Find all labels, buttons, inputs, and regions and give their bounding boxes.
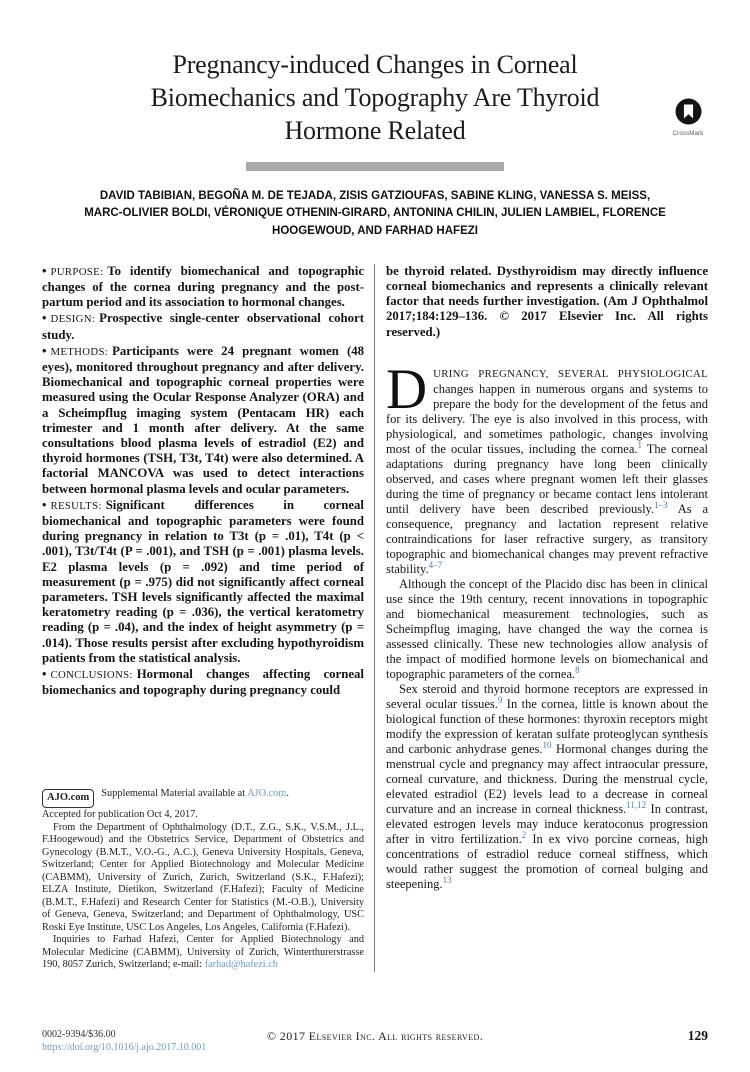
citation-superscript[interactable]: 10 xyxy=(542,739,552,750)
bullet-icon: • xyxy=(42,667,47,682)
ajo-com-badge[interactable]: AJO.com xyxy=(42,789,94,809)
inline-link[interactable]: AJO.com xyxy=(247,787,287,799)
body-paragraph-1 xyxy=(386,357,708,577)
abstract-text-methods: Participants were 24 pregnant women (48 eyes), monitored throughout pregnancy and after delivery. Biomechanical and topographic corneal properties were measured using the Ocular Response Analyzer (ORA) and a Scheimpflug imaging system (Pentacam HR) each trimester and 1 month after delivery. At the same consultations blood plasma levels of estradiol (E2) and thyroid hormones (TSH, T3t, T4t) were also determined. A factorial MANCOVA was used to detect interactions between hormonal plasma levels and ocular parameters. xyxy=(42,343,364,496)
inquiries: Inquiries to Farhad Hafezi, Center for Applied Biotechnology and Molecular Medicine (CABMM), University of Zurich, Winterthurerstrasse 190, 8057 Zurich, Switzerland; e-mail: farhad@hafezi.ch xyxy=(42,934,364,971)
abstract-label-design: DESIGN: xyxy=(50,313,96,326)
abstract-text-design: Prospective single-center observational cohort study. xyxy=(42,311,364,342)
citation-superscript[interactable]: 13 xyxy=(442,874,452,885)
abstract-label-conclusions: CONCLUSIONS: xyxy=(50,669,133,682)
crossmark-icon xyxy=(675,98,702,125)
supplemental-material-row xyxy=(42,788,364,809)
body-paragraph-3: Sex steroid and thyroid hormone receptors are expressed in several ocular tissues.$^9$ In the cornea, little is known about the biological function of these hormones: thyroxin receptors might modify the expression of keratan sulfate proteoglycan synthesis and carbonic anhydrase genes.$^{10}$ Hormonal changes during the menstrual cycle and pregnancy may affect intraocular pressure, corneal curvature, and thickness. During the menstrual cycle, elevated estradiol (E2) levels lead to a decrease in corneal curvature and an increase in corneal thickness.$^{11,12}$ In contrast, elevated estrogen levels may induce keratoconus progression after in vitro fertilization.$^2$ In ex vivo porcine corneas, high concentrations of estradiol reduce corneal stiffness, which would rather suggest the promotion of corneal bulging and steepening.$^{13}$ xyxy=(386,681,708,891)
right-column xyxy=(375,264,708,972)
abstract-section-results xyxy=(42,498,364,666)
abstract-section-conclusions xyxy=(42,667,364,698)
copyright-notice: © 2017 Elsevier Inc. All rights reserved. xyxy=(266,1029,484,1043)
citation-superscript[interactable]: 1–3 xyxy=(654,499,668,510)
abstract-text-results: Significant differences in corneal biomechanical and topographic parameters were found during pregnancy in relation to T3t (p = .01), T4t (p < .001), T3t/T4t (P = .001), and TSH (p = .001) plasma levels. E2 plasma levels (p = .092) and time period of measurement (p = .975) did not significantly affect corneal parameters. TSH levels significantly affected the maximal keratometry reading (p = .036), the vertical keratometry reading (p = .04), and the index of height asymmetry (p = .014). Those results persist after excluding hypothyroidism patients from the statistical analysis. xyxy=(42,497,364,665)
abstract-section-methods xyxy=(42,344,364,497)
citation-superscript[interactable]: 4–7 xyxy=(428,559,443,570)
accepted-date: Accepted for publication Oct 4, 2017. xyxy=(42,809,198,821)
bullet-icon: • xyxy=(42,263,47,278)
citation-superscript[interactable]: 8 xyxy=(575,664,580,675)
author-list: DAVID TABIBIAN, BEGOÑA M. DE TEJADA, ZISIS GATZIOUFAS, SABINE KLING, VANESSA S. MEISS, MARC-OLIVIER BOLDI, VÉRONIQUE OTHENIN-GIRARD, ANTONINA CHILIN, JULIEN LAMBIEL, FLORENCE HOOGEWOUD, AND FARHAD HAFEZI xyxy=(84,190,666,237)
abstract-label-methods: METHODS: xyxy=(50,345,109,358)
bullet-icon: • xyxy=(42,311,47,326)
paragraph-lead-smallcaps: URING PREGNANCY, SEVERAL PHYSIOLOGICAL xyxy=(433,367,708,380)
body-paragraph-2: Although the concept of the Placido disc has been in clinical use since the 19th century, recent innovations in topographic and biomechanical measurement technologies, such as Scheimpflug imaging, have changed the way the cornea is assessed clinically. These new technologies allow analysis of the impact of modified hormone levels on biomechanical and topographic parameters of the cornea.$^8$ xyxy=(386,576,708,681)
abstract-section-design xyxy=(42,311,364,342)
title-divider-bar xyxy=(246,162,504,171)
crossmark-label: CrossMark xyxy=(672,131,704,137)
paragraph-text: changes happen in numerous organs and systems to prepare the body for the development of the fetus and for its delivery. The eye is also involved in this process, with physiological, and sometimes pathologic, changes involving most of the ocular tissues, including the cornea.$^1$ The corneal adaptations during pregnancy have long been clinically observed, and cases where pregnant women left their glasses during the time of pregnancy or became contact lens intolerant until delivery have been described previously.$^{1-3}$ As a consequence, pregnancy and lactation represent relative contraindications for laser refractive surgery, as transitory topographic and biomechanical changes may prevent refractive stability.$^{4-7}$ xyxy=(386,381,708,576)
inline-link[interactable]: farhad@hafezi.ch xyxy=(204,959,278,971)
doi-link[interactable]: https://doi.org/10.1016/j.ajo.2017.10.001 xyxy=(42,1042,207,1053)
article-title: Pregnancy-induced Changes in Corneal Biomechanics and Topography Are Thyroid Hormone Related xyxy=(150,50,600,146)
abstract-section-purpose xyxy=(42,264,364,311)
page-footer xyxy=(42,1028,708,1054)
left-column xyxy=(42,264,375,972)
abstract xyxy=(42,264,364,700)
journal-page xyxy=(0,48,750,1072)
abstract-label-results: RESULTS: xyxy=(50,499,102,512)
citation-superscript[interactable]: 11,12 xyxy=(626,799,647,810)
two-column-body xyxy=(42,264,708,972)
footer-left xyxy=(42,1028,267,1054)
dropcap-letter: D xyxy=(386,357,428,421)
footnotes-block xyxy=(42,788,364,972)
abstract-continuation: be thyroid related. Dysthyroidism may directly influence corneal biomechanics and represents a clinically relevant factor that needs further investigation. (Am J Ophthalmol 2017;184:129–136. © 2017 Elsevier Inc. All rights reserved.) xyxy=(386,263,708,339)
crossmark-badge[interactable] xyxy=(666,98,710,137)
citation-superscript[interactable]: 1 xyxy=(637,439,643,450)
bullet-icon: • xyxy=(42,343,47,358)
citation-superscript[interactable]: 2 xyxy=(521,829,527,840)
abstract-text-conclusions: Hormonal changes affecting corneal biomechanics and topography during pregnancy could xyxy=(42,667,364,698)
abstract-text-purpose: To identify biomechanical and topographic changes of the cornea during pregnancy and the post-partum period and its association to hormonal changes. xyxy=(42,263,364,310)
affiliations: From the Department of Ophthalmology (D.T., Z.G., S.K., V.S.M., J.L., F.Hoogewoud) and the Obstetrics Service, Department of Obstetrics and Gynecology (B.M.T., V.O.-G., A.C.), Geneva University Hospitals, Geneva, Switzerland; Center for Applied Biotechnology and Molecular Medicine (CABMM), University of Zurich, Zurich, Switzerland (S.K., F.Hafezi); ELZA Institute, Dietikon, Switzerland (F.Hafezi); Faculty of Medicine (B.M.T., F.Hafezi) and Research Center for Statistics (M.-O.B.), University of Geneva, Geneva, Switzerland; and Department of Ophthalmology, USC Roski Eye Institute, USC Los Angeles, Los Angeles, California (F.Hafezi). xyxy=(42,821,364,933)
page-number: 129 xyxy=(687,1028,708,1043)
bullet-icon: • xyxy=(42,497,47,512)
supplemental-material-text: Supplemental Material available at AJO.com. xyxy=(101,787,289,799)
abstract-label-purpose: PURPOSE: xyxy=(50,265,104,278)
issn-price: 0002-9394/$36.00 xyxy=(42,1029,116,1040)
citation-superscript[interactable]: 9 xyxy=(497,694,503,705)
